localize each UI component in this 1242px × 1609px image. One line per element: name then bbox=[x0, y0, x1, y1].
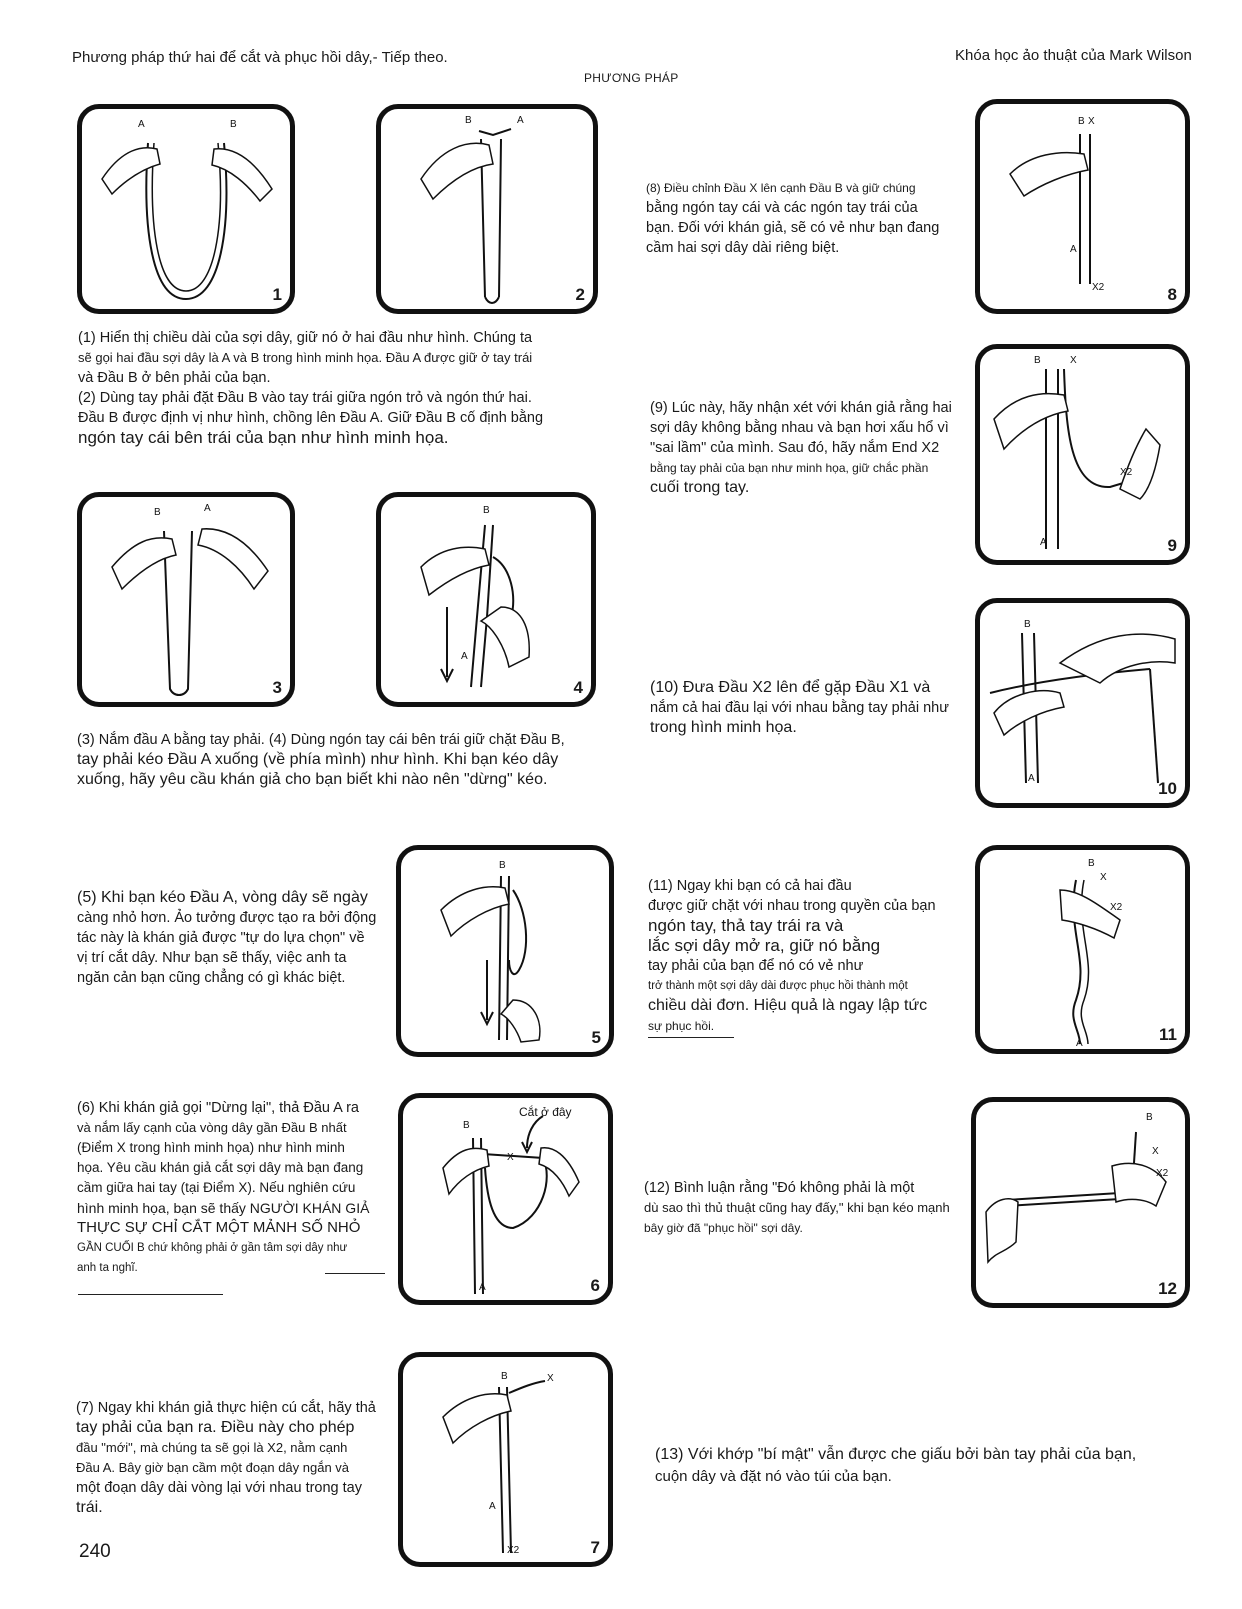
step-11-underline bbox=[648, 1037, 734, 1038]
figure-12-label-b: B bbox=[1146, 1112, 1153, 1123]
figure-9-label-a: A bbox=[1040, 537, 1047, 548]
figure-1-label-b: B bbox=[230, 119, 237, 130]
figure-8-label-a: A bbox=[1070, 244, 1077, 255]
figure-2-label-a: A bbox=[517, 115, 524, 126]
figure-1-illustration bbox=[82, 109, 290, 309]
page-number: 240 bbox=[79, 1541, 111, 1562]
figure-7-label-b: B bbox=[501, 1371, 508, 1382]
figure-8 bbox=[975, 99, 1190, 314]
figure-10-label-a: A bbox=[1028, 773, 1035, 784]
figure-10-illustration bbox=[980, 603, 1185, 803]
figure-6-label-b: B bbox=[463, 1120, 470, 1131]
figure-4-label-b: B bbox=[483, 505, 490, 516]
figure-11-illustration bbox=[980, 850, 1185, 1049]
figure-8-label-b: B bbox=[1078, 116, 1085, 127]
figure-8-label-x: X bbox=[1088, 116, 1095, 127]
step-7-text: (7) Ngay khi khán giả thực hiện cú cắt, hãy thả tay phải của bạn ra. Điều này cho phép đầu "mới", mà chúng ta sẽ gọi là X2, nằm cạnh Đầu A. Bây giờ bạn cầm một đoạn dây ngắn và một đoạn dây dài vòng lại với nhau trong tay trái. bbox=[76, 1400, 376, 1516]
figure-6 bbox=[398, 1093, 613, 1305]
figure-8-label-x2: X2 bbox=[1092, 282, 1105, 293]
figure-10-label-b: B bbox=[1024, 619, 1031, 630]
step-9-text: (9) Lúc này, hãy nhận xét với khán giả rằng hai sợi dây không bằng nhau và bạn hơi xấu hổ vì "sai lầm" của mình. Sau đó, hãy nắm End X2 bằng tay phải của bạn như minh họa, giữ chắc phần cuối trong tay. bbox=[650, 400, 952, 496]
step-12-text: (12) Bình luận rằng "Đó không phải là một dù sao thì thủ thuật cũng hay đấy," khi bạn kéo mạnh bây giờ đã "phục hồi" sợi dây. bbox=[644, 1180, 950, 1235]
step-3-4-text: (3) Nắm đầu A bằng tay phải. (4) Dùng ngón tay cái bên trái giữ chặt Đầu B, tay phải kéo Đầu A xuống (về phía mình) như hình. Khi bạn kéo dây xuống, hãy yêu cầu khán giả cho bạn biết khi nào nên "dừng" kéo. bbox=[77, 732, 565, 788]
figure-8-number: 8 bbox=[1167, 285, 1177, 304]
header-right-title: Khóa học ảo thuật của Mark Wilson bbox=[955, 47, 1192, 64]
figure-11-label-x2: X2 bbox=[1110, 902, 1123, 913]
figure-2-label-b: B bbox=[465, 115, 472, 126]
figure-3-number: 3 bbox=[272, 678, 282, 697]
figure-3-illustration bbox=[82, 497, 290, 702]
figure-3-label-a: A bbox=[204, 503, 211, 514]
figure-12-number: 12 bbox=[1158, 1279, 1177, 1298]
figure-9-label-b: B bbox=[1034, 355, 1041, 366]
figure-7-illustration bbox=[403, 1357, 608, 1562]
figure-7-number: 7 bbox=[590, 1538, 600, 1557]
figure-6-caption: Cắt ở đây bbox=[519, 1105, 572, 1119]
figure-2-illustration bbox=[381, 109, 593, 309]
figure-11 bbox=[975, 845, 1190, 1054]
figure-7-label-x: X bbox=[547, 1373, 554, 1384]
figure-12-label-x: X bbox=[1152, 1146, 1159, 1157]
step-11-text: (11) Ngay khi bạn có cả hai đầu được giữ chặt với nhau trong quyền của bạn ngón tay, thả tay trái ra và lắc sợi dây mở ra, giữ nó bằng tay phải của bạn để nó có vẻ như trở thành một sợi dây dài được phục hồi thành một chiều dài đơn. Hiệu quả là ngay lập tức sự phục hồi. bbox=[648, 878, 936, 1033]
figure-12-illustration bbox=[976, 1102, 1185, 1303]
step-6-text: (6) Khi khán giả gọi "Dừng lại", thả Đầu A ra và nắm lấy cạnh của vòng dây gần Đầu B nhất (Điểm X trong hình minh họa) như hình minh họa. Yêu cầu khán giả cắt sợi dây mà bạn đang cầm giữa hai tay (tại Điểm X). Nếu nghiên cứu hình minh họa, bạn sẽ thấy NGƯỜI KHÁN GIẢ THỰC SỰ CHỈ CẮT MỘT MẢNH SỐ NHỎ GẦN CUỐI B chứ không phải ở gần tâm sợi dây như anh ta nghĩ. bbox=[77, 1100, 370, 1274]
figure-9-illustration bbox=[980, 349, 1185, 560]
figure-2 bbox=[376, 104, 598, 314]
figure-4-label-a: A bbox=[461, 651, 468, 662]
figure-2-number: 2 bbox=[575, 285, 585, 304]
figure-8-illustration bbox=[980, 104, 1185, 309]
figure-3-label-b: B bbox=[154, 507, 161, 518]
figure-10-number: 10 bbox=[1158, 779, 1177, 798]
step-8-text: (8) Điều chỉnh Đầu X lên cạnh Đầu B và giữ chúng bằng ngón tay cái và các ngón tay trái của bạn. Đối với khán giả, sẽ có vẻ như bạn đang cầm hai sợi dây dài riêng biệt. bbox=[646, 181, 940, 256]
figure-1-label-a: A bbox=[138, 119, 145, 130]
figure-6-illustration bbox=[403, 1098, 608, 1300]
figure-9-label-x: X bbox=[1070, 355, 1077, 366]
figure-5-label-b: B bbox=[499, 860, 506, 871]
figure-9-label-x2: X2 bbox=[1120, 467, 1133, 478]
figure-9 bbox=[975, 344, 1190, 565]
figure-9-number: 9 bbox=[1167, 536, 1177, 555]
step-6-rule-right bbox=[325, 1273, 385, 1274]
figure-11-number: 11 bbox=[1159, 1025, 1177, 1044]
figure-10 bbox=[975, 598, 1190, 808]
step-10-text: (10) Đưa Đầu X2 lên để gặp Đầu X1 và nắm cả hai đầu lại với nhau bằng tay phải như trong hình minh họa. bbox=[650, 679, 949, 736]
figure-7 bbox=[398, 1352, 613, 1567]
figure-6-label-a: A bbox=[479, 1282, 486, 1293]
figure-11-label-b: B bbox=[1088, 858, 1095, 869]
step-1-2-text: (1) Hiển thị chiều dài của sợi dây, giữ nó ở hai đầu như hình. Chúng ta sẽ gọi hai đầu sợi dây là A và B trong hình minh họa. Đầu A được giữ ở tay trái và Đầu B ở bên phải của bạn. (2) Dùng tay phải đặt Đầu B vào tay trái giữa ngón trỏ và ngón thứ hai. Đầu B được định vị như hình, chồng lên Đầu A. Giữ Đầu B cố định bằng ngón tay cái bên trái của bạn như hình minh họa. bbox=[78, 330, 544, 447]
header-left-title: Phương pháp thứ hai để cắt và phục hồi dây,- Tiếp theo. bbox=[72, 49, 448, 66]
figure-4-number: 4 bbox=[573, 678, 583, 697]
figure-11-label-a: A bbox=[1076, 1038, 1083, 1049]
figure-1-number: 1 bbox=[272, 285, 282, 304]
figure-11-label-x: X bbox=[1100, 872, 1107, 883]
figure-3 bbox=[77, 492, 295, 707]
figure-5-illustration bbox=[401, 850, 609, 1052]
step-6-rule-left bbox=[78, 1294, 223, 1295]
figure-5-number: 5 bbox=[591, 1028, 601, 1047]
figure-4 bbox=[376, 492, 596, 707]
figure-12-label-x2: X2 bbox=[1156, 1168, 1169, 1179]
figure-7-label-x2: X2 bbox=[507, 1545, 520, 1556]
step-13-text: (13) Với khớp "bí mật" vẫn được che giấu bởi bàn tay phải của bạn, cuộn dây và đặt nó vào túi của bạn. bbox=[655, 1446, 1137, 1485]
figure-1 bbox=[77, 104, 295, 314]
section-label: PHƯƠNG PHÁP bbox=[584, 71, 679, 85]
figure-4-illustration bbox=[381, 497, 591, 702]
figure-6-number: 6 bbox=[590, 1276, 600, 1295]
figure-7-label-a: A bbox=[489, 1501, 496, 1512]
figure-12 bbox=[971, 1097, 1190, 1308]
step-5-text: (5) Khi bạn kéo Đầu A, vòng dây sẽ ngày càng nhỏ hơn. Ảo tưởng được tạo ra bởi động tác này là khán giả được "tự do lựa chọn" về vị trí cắt dây. Như bạn sẽ thấy, việc anh ta ngăn cản bạn cũng chẳng có gì khác biệt. bbox=[77, 889, 377, 986]
figure-5 bbox=[396, 845, 614, 1057]
figure-6-label-x: X bbox=[507, 1152, 514, 1163]
